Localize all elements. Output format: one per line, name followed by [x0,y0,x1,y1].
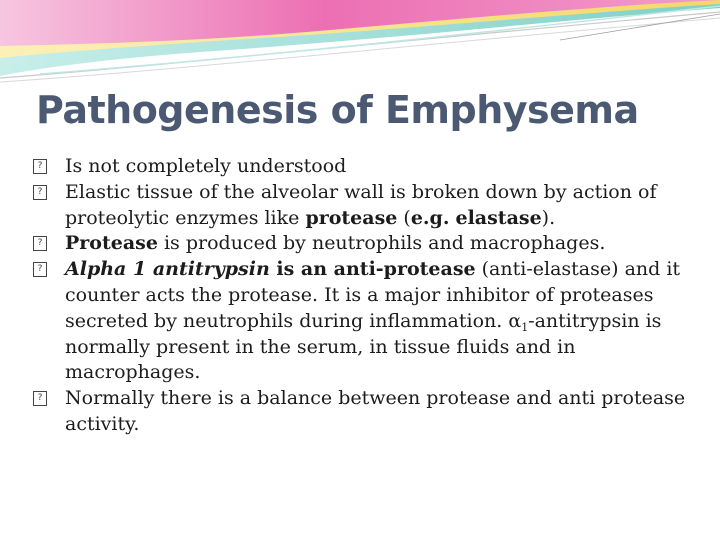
bullet-text: Elastic tissue of the alveolar wall is broken down by action of proteolytic enzymes like [65,180,657,229]
bold-term-protease: protease [305,206,398,229]
decorative-banner [0,0,720,90]
alpha-symbol: α [508,309,522,332]
bullet-marker-icon: ? [33,185,47,200]
bullet-marker-icon: ? [33,262,47,277]
subscript-one: 1 [521,320,529,334]
bullet-text: ). [541,206,556,229]
bold-term-anti-protease: is an anti-protease [269,258,476,281]
bullet-marker-icon: ? [33,159,47,174]
bold-term-elastase: elastase [455,206,542,229]
page-title: Pathogenesis of Emphysema [36,88,639,132]
bold-term-protease: Protease [65,232,158,255]
bullet-text: Normally there is a balance between protease and anti protease activity. [65,387,686,435]
bullet-text: Is not completely understood [65,155,347,177]
bold-italic-term-alpha1-antitrypsin: Alpha 1 antitrypsin [65,258,270,281]
bullet-item [33,386,703,438]
bullet-marker-icon: ? [33,236,47,251]
bullet-text: ( [397,206,411,229]
bullet-text: -antitrypsin is normally present in the serum, in tissue fluids and in macrophages. [65,309,662,384]
bullet-text: is produced by neutrophils and macrophages. [157,232,606,255]
bullet-item [33,257,703,386]
bold-term-eg: e.g. [410,206,450,229]
bullet-text: (anti-elastase) and it counter acts the protease. It is a major inhibitor of proteases secreted by neutrophils during inflammation. [65,258,681,332]
bullet-list [33,154,703,438]
bullet-marker-icon: ? [33,391,47,406]
bullet-item [33,231,703,257]
bullet-item [33,154,703,180]
bullet-item [33,180,703,232]
